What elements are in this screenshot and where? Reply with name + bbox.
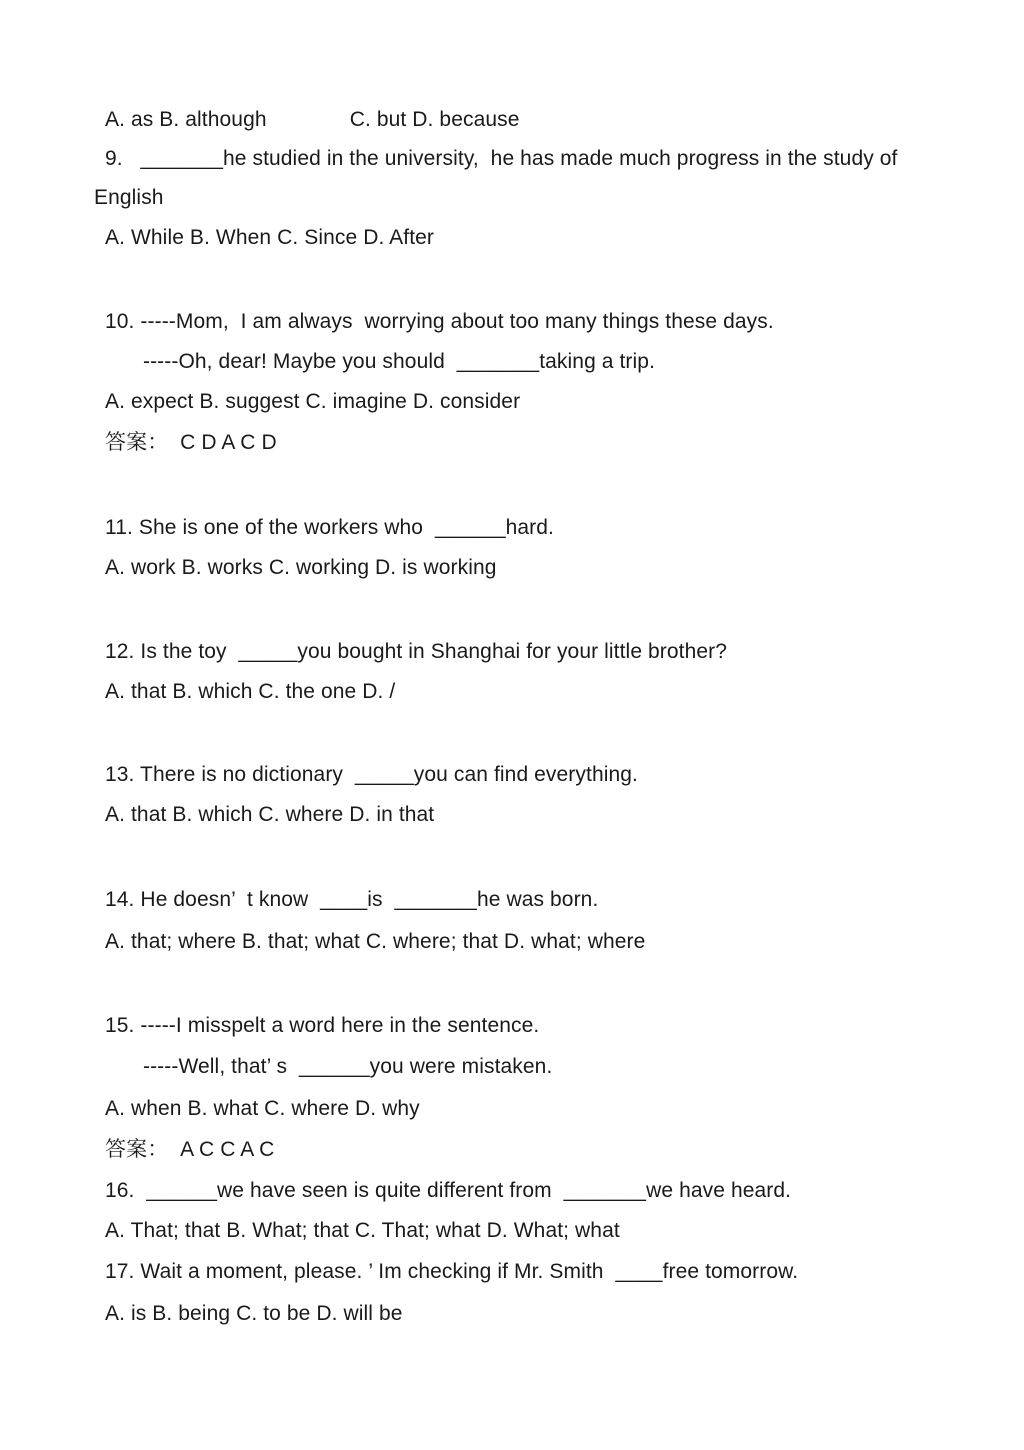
answer-key-2: 答案： A C C A C — [105, 1138, 275, 1161]
q13-options: A. that B. which C. where D. in that — [105, 803, 435, 826]
q9-options: A. While B. When C. Since D. After — [105, 226, 435, 249]
q14-options: A. that; where B. that; what C. where; that D. what; where — [105, 930, 646, 953]
q12-options: A. that B. which C. the one D. / — [105, 680, 396, 703]
q10-options: A. expect B. suggest C. imagine D. consider — [105, 390, 521, 413]
q10-reply: -----Oh, dear! Maybe you should _______taking a trip. — [143, 350, 656, 373]
q9-question: 9. _______he studied in the university, he has made much progress in the study of — [105, 147, 898, 170]
answer-key-1: 答案： C D A C D — [105, 431, 277, 454]
q11-question: 11. She is one of the workers who ______hard. — [105, 516, 554, 539]
q16-options: A. That; that B. What; that C. That; what D. What; what — [105, 1219, 620, 1242]
q12-question: 12. Is the toy _____you bought in Shanghai for your little brother? — [105, 640, 728, 663]
q9-question-cont: English — [94, 186, 164, 209]
q16-question: 16. ______we have seen is quite different from _______we have heard. — [105, 1179, 792, 1202]
q17-options: A. is B. being C. to be D. will be — [105, 1302, 403, 1325]
q8-options: A. as B. although C. but D. because — [105, 108, 520, 131]
q15-options: A. when B. what C. where D. why — [105, 1097, 420, 1120]
q14-question: 14. He doesn’ t know ____is _______he was born. — [105, 888, 599, 911]
q13-question: 13. There is no dictionary _____you can find everything. — [105, 763, 638, 786]
q15-reply: -----Well, that’ s ______you were mistaken. — [143, 1055, 553, 1078]
q17-question: 17. Wait a moment, please. ’ Im checking if Mr. Smith ____free tomorrow. — [105, 1260, 799, 1283]
q15-question: 15. -----I misspelt a word here in the sentence. — [105, 1014, 540, 1037]
q10-question: 10. -----Mom, I am always worrying about too many things these days. — [105, 310, 774, 333]
q11-options: A. work B. works C. working D. is working — [105, 556, 497, 579]
